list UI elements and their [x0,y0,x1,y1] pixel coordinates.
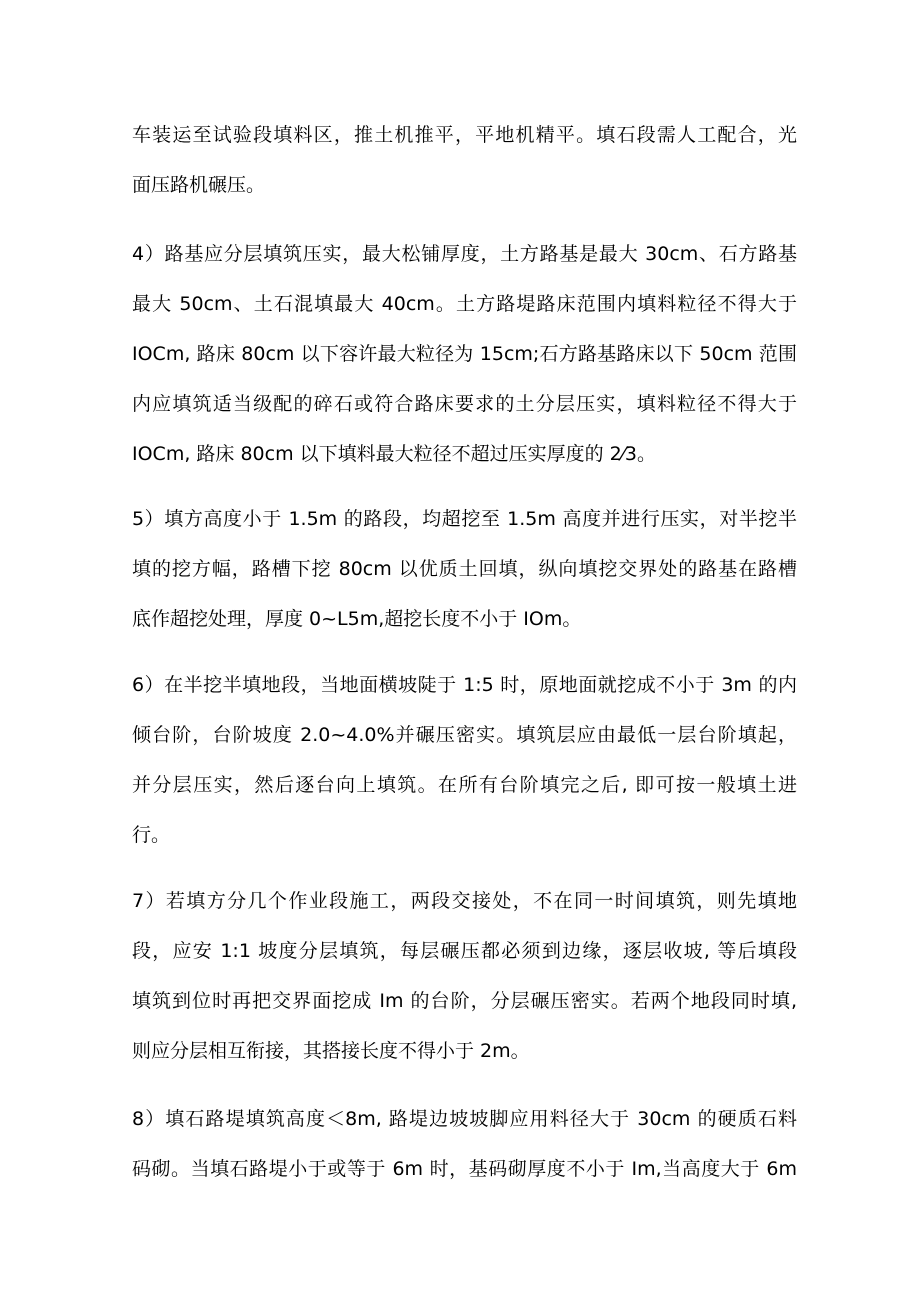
paragraph-item-5 [132,494,797,644]
text-line: 7）若填方分几个作业段施工，两段交接处，不在同一时间填筑，则先填地 [132,890,797,912]
text-line: 段，应安 1:1 坡度分层填筑，每层碾压都必须到边缘，逐层收坡, 等后填段 [132,940,797,962]
paragraph-continuation [132,110,797,210]
text-line: 并分层压实，然后逐台向上填筑。在所有台阶填完之后, 即可按一般填土进 [132,774,797,796]
text-line: 码砌。当填石路堤小于或等于 6m 时，基码砌厚度不小于 Im,当高度大于 6m [132,1158,797,1180]
text-line: 最大 50cm、土石混填最大 40cm。土方路堤路床范围内填料粒径不得大于 [132,293,797,315]
text-line: 内应填筑适当级配的碎石或符合路床要求的土分层压实，填料粒径不得大于 [132,393,797,415]
text-line: 则应分层相互衔接，其搭接长度不得小于 2m。 [132,1040,530,1062]
text-line: 车装运至试验段填料区，推土机推平，平地机精平。填石段需人工配合，光 [132,124,797,146]
paragraph-item-6 [132,660,797,860]
text-line: 底作超挖处理，厚度 0~L5m,超挖长度不小于 IOm。 [132,608,582,630]
text-line: 4）路基应分层填筑压实，最大松铺厚度，土方路基是最大 30cm、石方路基 [132,243,797,265]
text-line: 5）填方高度小于 1.5m 的路段，均超挖至 1.5m 高度并进行压实，对半挖半 [132,508,797,530]
paragraph-item-7 [132,876,797,1076]
text-line: 填的挖方幅，路槽下挖 80cm 以优质土回填，纵向填挖交界处的路基在路槽 [132,558,797,580]
text-line: IOCm, 路床 80cm 以下容许最大粒径为 15cm;石方路基路床以下 50cm 范围 [132,343,797,365]
text-line: 8）填石路堤填筑高度＜8m, 路堤边坡坡脚应用料径大于 30cm 的硬质石料 [132,1108,797,1130]
text-line: 行。 [132,824,171,846]
paragraph-item-8 [132,1094,797,1194]
text-line: 倾台阶，台阶坡度 2.0~4.0%并碾压密实。填筑层应由最低一层台阶填起， [132,724,797,746]
text-line: 面压路机碾压。 [132,174,266,196]
text-line: 填筑到位时再把交界面挖成 Im 的台阶，分层碾压密实。若两个地段同时填, [132,990,797,1012]
paragraph-item-4 [132,229,797,479]
text-line: 6）在半挖半填地段，当地面横坡陡于 1:5 时，原地面就挖成不小于 3m 的内 [132,674,797,696]
text-line: IOCm, 路床 80cm 以下填料最大粒径不超过压实厚度的 2⁄3。 [132,443,657,465]
